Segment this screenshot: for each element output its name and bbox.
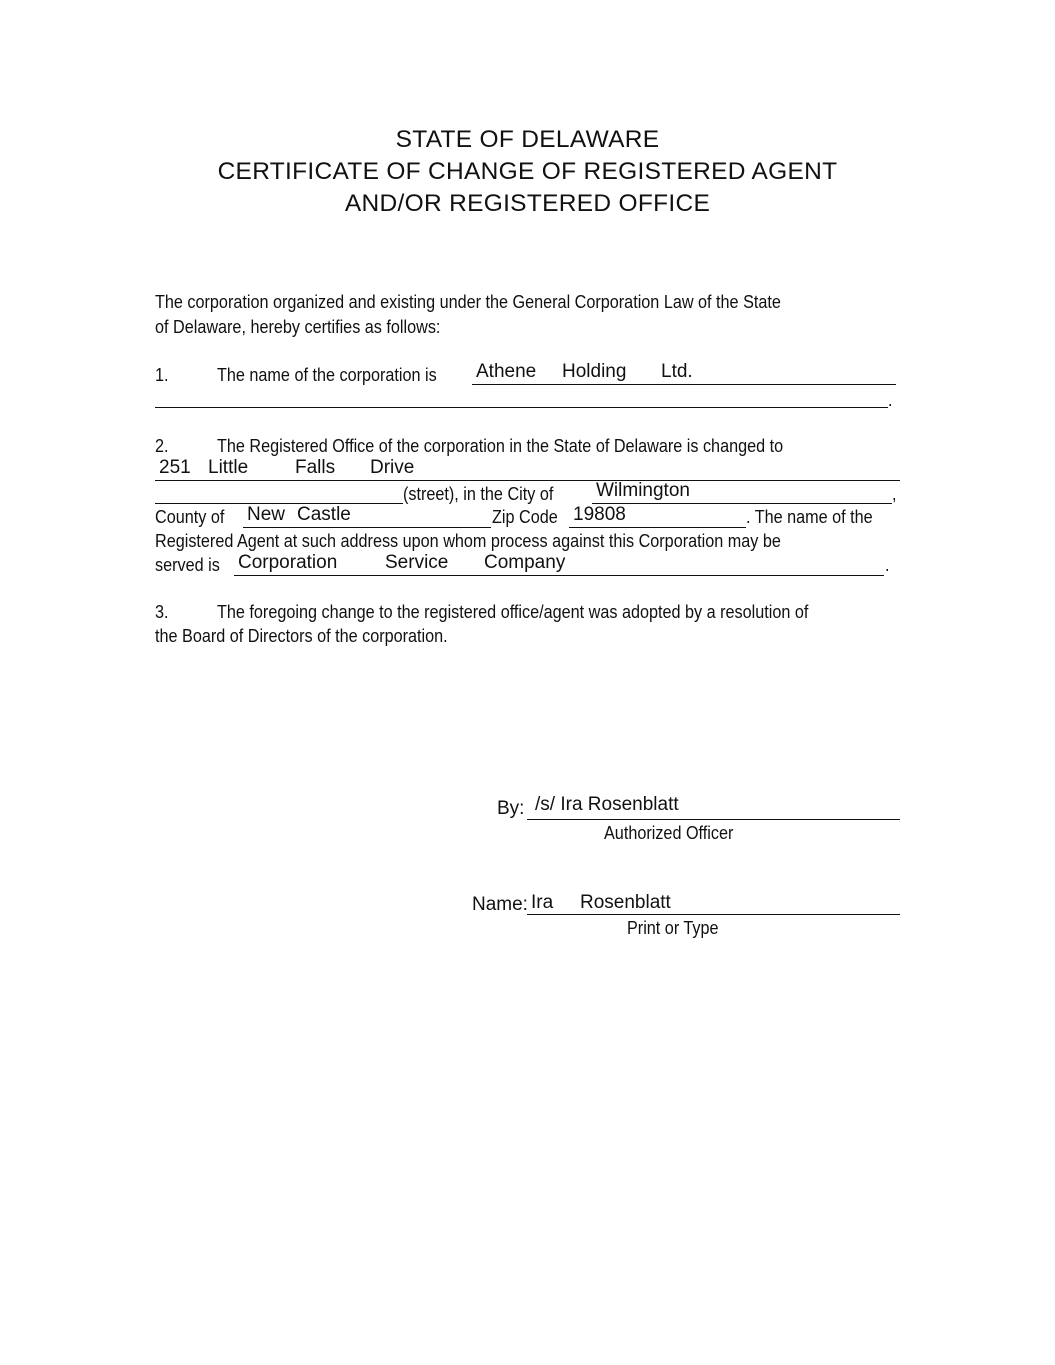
agent-text-a: . The name of the: [746, 507, 873, 527]
by-signature: /s/ Ira Rosenblatt: [535, 794, 679, 815]
item3-line-2: the Board of Directors of the corporation.: [155, 626, 448, 646]
title-line-2: CERTIFICATE OF CHANGE OF REGISTERED AGENT: [217, 158, 838, 185]
agent-word: Company: [484, 552, 566, 573]
title-line-1: STATE OF DELAWARE: [395, 126, 660, 153]
name-caption: Print or Type: [627, 918, 719, 938]
city-line: [592, 503, 892, 504]
county-word: Castle: [297, 504, 351, 525]
agent-word: Service: [385, 552, 449, 573]
corp-name-line-2: [155, 407, 888, 408]
corp-name-word: Ltd.: [661, 361, 693, 382]
intro-line-1: The corporation organized and existing under the General Corporation Law of the State: [155, 292, 781, 312]
street-word: Drive: [370, 457, 415, 478]
county-label: County of: [155, 507, 225, 527]
street-word: Little: [208, 457, 249, 478]
by-caption: Authorized Officer: [604, 823, 734, 843]
item2-label: The Registered Office of the corporation in the State of Delaware is changed to: [217, 436, 784, 456]
item3-line-1: The foregoing change to the registered office/agent was adopted by a resolution of: [217, 602, 809, 622]
item1-period: .: [888, 390, 893, 410]
name-line: [527, 914, 900, 915]
corp-name-word: Holding: [562, 361, 627, 382]
item2-number: 2.: [155, 436, 169, 456]
zip-value: 19808: [573, 504, 626, 525]
zip-label: Zip Code: [492, 507, 558, 527]
city-comma: ,: [892, 484, 897, 504]
street-word: Falls: [295, 457, 336, 478]
intro-line-2: of Delaware, hereby certifies as follows:: [155, 317, 441, 337]
item1-label: The name of the corporation is: [217, 365, 437, 385]
agent-line: [234, 575, 884, 576]
name-first: Ira: [531, 892, 554, 913]
corp-name-word: Athene: [476, 361, 537, 382]
served-label: served is: [155, 555, 220, 575]
corp-name-line: [472, 384, 896, 385]
item1-number: 1.: [155, 365, 169, 385]
street-word: 251: [159, 457, 191, 478]
street-line-1: [155, 480, 900, 481]
agent-word: Corporation: [238, 552, 338, 573]
name-label: Name:: [472, 894, 528, 915]
item3-number: 3.: [155, 602, 169, 622]
street-label: (street), in the City of: [403, 484, 554, 504]
zip-line: [569, 527, 746, 528]
city-value: Wilmington: [596, 480, 690, 501]
county-line: [243, 527, 491, 528]
title-line-3: AND/OR REGISTERED OFFICE: [344, 190, 711, 217]
name-last: Rosenblatt: [580, 892, 671, 913]
by-line: [527, 819, 900, 820]
county-word: New: [247, 504, 286, 525]
by-label: By:: [497, 798, 525, 819]
agent-text-b: Registered Agent at such address upon whom process against this Corporation may be: [155, 531, 781, 551]
item2-period: .: [885, 555, 890, 575]
